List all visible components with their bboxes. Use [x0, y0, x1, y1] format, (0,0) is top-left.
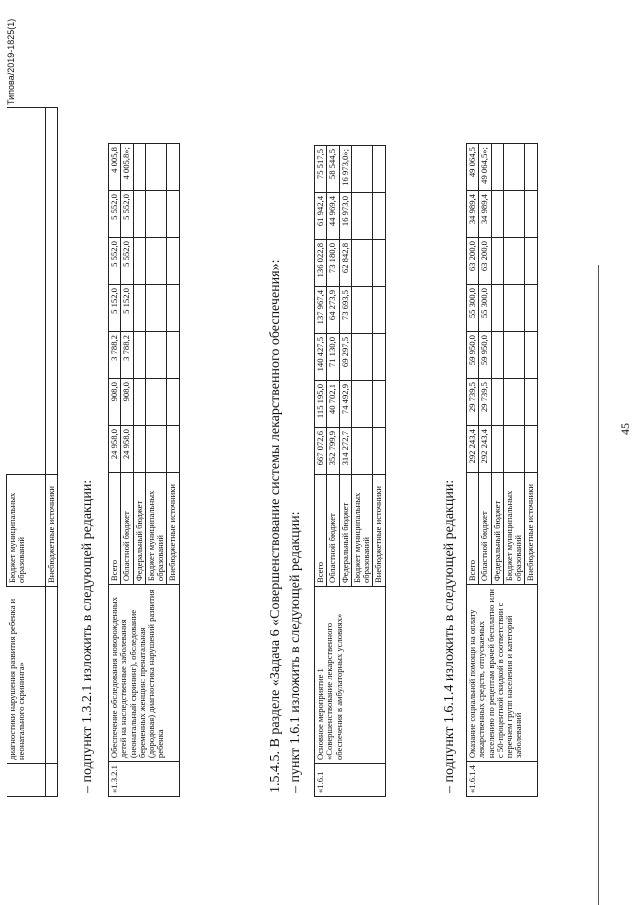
- code-cell: [45, 764, 57, 797]
- value-cell: 24 958,0: [121, 426, 133, 473]
- page-number: 45: [618, 423, 632, 435]
- value-cell: 5 552,0: [109, 238, 121, 285]
- value-cell: 16 973,0: [339, 193, 351, 240]
- scan-edge-line: [598, 265, 599, 905]
- code-cell: «1.6.1.4: [467, 762, 538, 797]
- source-cell: Бюджет муниципальных образований: [7, 475, 46, 587]
- value-cell: [373, 193, 385, 240]
- value-cell: 314 272,7: [339, 428, 351, 475]
- paragraph-subitem-1614: – подпункт 1.6.1.4 изложить в следующей редакции:: [442, 479, 457, 793]
- value-cell: 137 967,4: [315, 287, 327, 334]
- value-cell: [503, 332, 525, 379]
- value-cell: 49 064,5»;: [479, 144, 491, 191]
- value-cell: [525, 379, 537, 426]
- value-cell: [503, 426, 525, 473]
- value-cell: 667 072,6: [315, 428, 327, 475]
- paragraph-subitem-1321: – подпункт 1.3.2.1 изложить в следующей редакции:: [80, 479, 95, 793]
- value-cell: [145, 191, 167, 238]
- source-cell: Бюджет муниципальных образований: [503, 473, 525, 585]
- value-cell: [525, 144, 537, 191]
- value-cell: 3 788,2: [109, 332, 121, 379]
- value-cell: 4 005,8»;: [121, 144, 133, 191]
- value-cell: [351, 334, 373, 381]
- table-1-3-2-1: [108, 143, 180, 797]
- table-row: [109, 144, 121, 797]
- value-cell: [491, 238, 503, 285]
- source-cell: Федеральный бюджет: [339, 475, 351, 587]
- value-cell: 16 973,0»;: [339, 146, 351, 193]
- value-cell: [351, 240, 373, 287]
- source-cell: Всего: [467, 473, 479, 585]
- value-cell: 71 130,0: [327, 334, 339, 381]
- value-cell: [133, 332, 145, 379]
- value-cell: 908,0: [109, 379, 121, 426]
- source-cell: Федеральный бюджет: [133, 473, 145, 585]
- value-cell: [491, 379, 503, 426]
- value-cell: [525, 238, 537, 285]
- value-cell: [503, 144, 525, 191]
- measure-name-cell: [45, 587, 57, 764]
- value-cell: 5 552,0: [109, 191, 121, 238]
- value-cell: [133, 191, 145, 238]
- value-cell: 115 195,0: [315, 381, 327, 428]
- value-cell: [503, 285, 525, 332]
- value-cell: 29 739,5: [467, 379, 479, 426]
- code-cell: «1.3.2.1: [109, 762, 180, 797]
- source-cell: Внебюджетные источники: [167, 473, 179, 585]
- source-cell: Внебюджетные источники: [373, 475, 385, 587]
- table-row: [315, 146, 327, 797]
- value-cell: 352 799,9: [327, 428, 339, 475]
- source-cell: Внебюджетные источники: [525, 473, 537, 585]
- value-cell: 34 989,4: [479, 191, 491, 238]
- value-cell: 34 989,4: [467, 191, 479, 238]
- value-cell: [167, 379, 179, 426]
- measure-name-cell: Обеспечение обследования новорожденных детей на наследственные заболевания (неонатальный скрининг), обследование беременных женщин: пренатальная (дородовая) диагностика нарушений развития ребенка: [109, 585, 180, 762]
- source-cell: Всего: [315, 475, 327, 587]
- value-cell: [503, 238, 525, 285]
- value-cell: 69 297,5: [339, 334, 351, 381]
- value-cell: 5 152,0: [121, 285, 133, 332]
- source-cell: Всего: [109, 473, 121, 585]
- value-cell: 58 544,5: [327, 146, 339, 193]
- value-cell: [373, 240, 385, 287]
- measure-name-cell: диагностики нарушения развития ребенка и неонатального скрининга»: [7, 587, 46, 764]
- value-cell: [525, 191, 537, 238]
- value-cell: 5 552,0: [121, 238, 133, 285]
- value-cell: 3 788,2: [121, 332, 133, 379]
- value-cell: [167, 238, 179, 285]
- value-cell: 62 842,8: [339, 240, 351, 287]
- value-cell: 75 517,5: [315, 146, 327, 193]
- value-cell: [145, 426, 167, 473]
- value-cell: 24 958,0: [109, 426, 121, 473]
- value-cell: 4 005,8: [109, 144, 121, 191]
- source-cell: Областной бюджет: [121, 473, 133, 585]
- paragraph-section-1545: 1.5.4.5. В разделе «Задача 6 «Совершенствование системы лекарственного обеспечения»:: [268, 259, 283, 793]
- value-cell: [351, 146, 373, 193]
- value-cell: [351, 287, 373, 334]
- value-cell: [145, 379, 167, 426]
- empty-values-cell: [7, 108, 46, 475]
- value-cell: 73 693,5: [339, 287, 351, 334]
- value-cell: [373, 146, 385, 193]
- value-cell: [167, 191, 179, 238]
- value-cell: 44 969,4: [327, 193, 339, 240]
- value-cell: 29 739,5: [479, 379, 491, 426]
- code-cell: [7, 764, 46, 797]
- value-cell: [373, 428, 385, 475]
- value-cell: 73 180,0: [327, 240, 339, 287]
- value-cell: [167, 332, 179, 379]
- value-cell: [525, 285, 537, 332]
- table-continuation: [6, 107, 58, 797]
- value-cell: 140 427,5: [315, 334, 327, 381]
- value-cell: [351, 381, 373, 428]
- table-1-6-1: [314, 145, 386, 797]
- value-cell: 59 950,0: [479, 332, 491, 379]
- value-cell: [145, 144, 167, 191]
- value-cell: [133, 379, 145, 426]
- code-cell: «1.6.1: [315, 764, 386, 797]
- value-cell: [351, 428, 373, 475]
- empty-values-cell: [45, 108, 57, 475]
- value-cell: [525, 332, 537, 379]
- value-cell: 49 064,5: [467, 144, 479, 191]
- source-cell: Федеральный бюджет: [491, 473, 503, 585]
- paragraph-item-161: – пункт 1.6.1 изложить в следующей редакции:: [288, 511, 303, 793]
- table-row: [7, 108, 46, 797]
- value-cell: [145, 285, 167, 332]
- value-cell: [491, 426, 503, 473]
- source-cell: Бюджет муниципальных образований: [145, 473, 167, 585]
- value-cell: [167, 285, 179, 332]
- value-cell: 59 950,0: [467, 332, 479, 379]
- value-cell: 136 022,8: [315, 240, 327, 287]
- value-cell: 63 200,0: [479, 238, 491, 285]
- value-cell: [167, 144, 179, 191]
- source-cell: Внебюджетные источники: [45, 475, 57, 587]
- value-cell: [167, 426, 179, 473]
- source-cell: Бюджет муниципальных образований: [351, 475, 373, 587]
- value-cell: [145, 238, 167, 285]
- value-cell: [145, 332, 167, 379]
- value-cell: 74 492,9: [339, 381, 351, 428]
- value-cell: [373, 381, 385, 428]
- value-cell: [133, 144, 145, 191]
- value-cell: 5 152,0: [109, 285, 121, 332]
- value-cell: [133, 426, 145, 473]
- value-cell: 5 552,0: [121, 191, 133, 238]
- value-cell: 55 300,0: [467, 285, 479, 332]
- value-cell: 64 273,9: [327, 287, 339, 334]
- value-cell: [503, 191, 525, 238]
- measure-name-cell: Оказание социальной помощи на оплату лекарственных средств, отпускаемых населению по рецептам врачей бесплатно или с 50-процентной скидкой в соответствии с перечнем групп населения и категорий заболеваний: [467, 585, 538, 762]
- value-cell: [491, 332, 503, 379]
- value-cell: 908,0: [121, 379, 133, 426]
- source-cell: Областной бюджет: [327, 475, 339, 587]
- value-cell: [351, 193, 373, 240]
- value-cell: [525, 426, 537, 473]
- value-cell: [373, 334, 385, 381]
- value-cell: [491, 144, 503, 191]
- value-cell: 61 942,4: [315, 193, 327, 240]
- measure-name-cell: Основное мероприятие 1 «Совершенствование лекарственного обеспечения в амбулаторных условиях»: [315, 587, 386, 764]
- value-cell: [491, 191, 503, 238]
- value-cell: 40 702,1: [327, 381, 339, 428]
- value-cell: [373, 287, 385, 334]
- table-1-6-1-4: [466, 143, 538, 797]
- source-cell: Областной бюджет: [479, 473, 491, 585]
- table-row: [467, 144, 479, 797]
- margin-document-code: Типова/2019-1825(1): [6, 18, 16, 105]
- value-cell: [503, 379, 525, 426]
- value-cell: 292 243,4: [479, 426, 491, 473]
- value-cell: [491, 285, 503, 332]
- value-cell: 55 300,0: [479, 285, 491, 332]
- value-cell: 292 243,4: [467, 426, 479, 473]
- table-row: [45, 108, 57, 797]
- value-cell: 63 200,0: [467, 238, 479, 285]
- value-cell: [133, 238, 145, 285]
- value-cell: [133, 285, 145, 332]
